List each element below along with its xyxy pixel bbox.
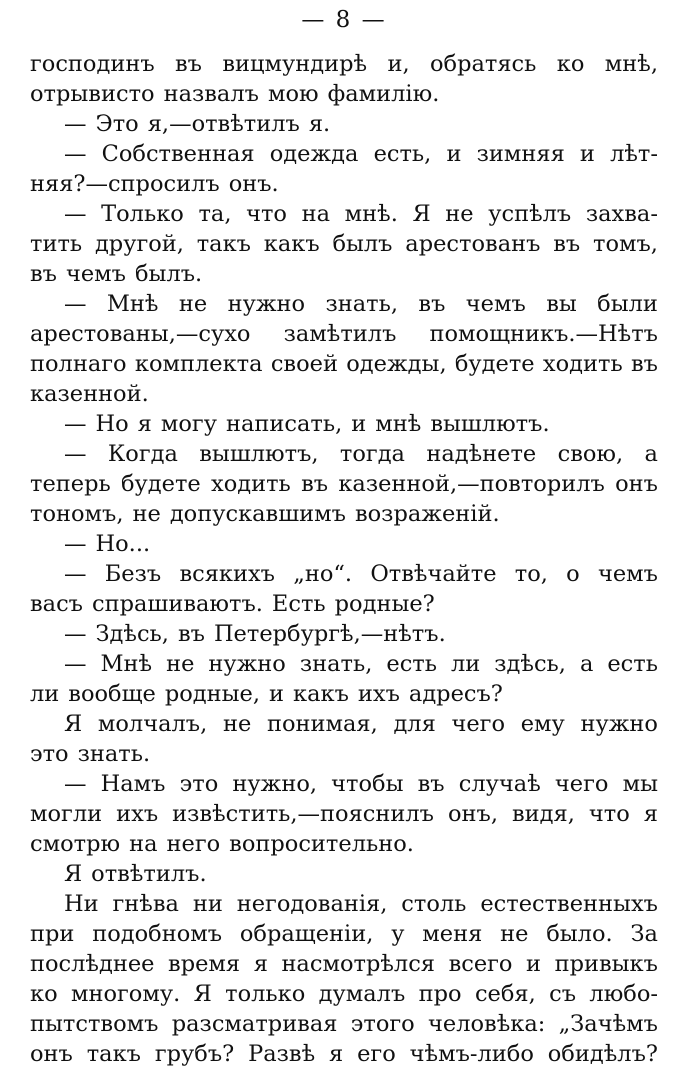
word: спрашиваютъ. bbox=[92, 591, 263, 617]
word: естественныхъ bbox=[480, 891, 658, 917]
word: чего bbox=[554, 771, 609, 797]
text-line bbox=[30, 919, 658, 949]
word: теперь bbox=[30, 471, 111, 497]
word: и bbox=[579, 141, 595, 167]
word: тить bbox=[30, 231, 83, 257]
word: я bbox=[253, 951, 268, 977]
word: и bbox=[351, 411, 367, 437]
word: возраженій. bbox=[354, 501, 500, 527]
word: вицмундирѣ bbox=[222, 51, 368, 77]
word: думалъ bbox=[318, 981, 406, 1007]
word: то, bbox=[514, 561, 548, 587]
word: былъ bbox=[332, 231, 393, 257]
word: обращеніи, bbox=[239, 921, 374, 947]
word: этого bbox=[350, 1011, 415, 1037]
word: столь bbox=[401, 891, 467, 917]
word: ко bbox=[556, 51, 585, 77]
word: одежда bbox=[269, 141, 359, 167]
word: всего bbox=[448, 951, 513, 977]
word: ни bbox=[192, 891, 223, 917]
word: — bbox=[64, 441, 87, 467]
word: есть, bbox=[373, 141, 432, 167]
text-line bbox=[30, 799, 658, 829]
word: Отвѣчайте bbox=[370, 561, 497, 587]
word: Я bbox=[412, 201, 431, 227]
word: нужно bbox=[227, 291, 306, 317]
word: въ bbox=[175, 51, 202, 77]
word: знать. bbox=[77, 741, 151, 767]
word: — bbox=[64, 531, 87, 557]
text-line bbox=[30, 859, 658, 889]
text-line bbox=[30, 679, 658, 709]
word: разсматривая bbox=[171, 1011, 338, 1037]
word: насмотрѣлся bbox=[281, 951, 436, 977]
word: знать, bbox=[325, 291, 399, 317]
word: та, bbox=[198, 201, 232, 227]
word: Я bbox=[64, 711, 83, 737]
word: пытствомъ bbox=[30, 1011, 159, 1037]
word: на bbox=[129, 831, 158, 857]
word: Когда bbox=[107, 441, 178, 467]
word: вы bbox=[546, 291, 577, 317]
word: время bbox=[168, 951, 241, 977]
word: Собственная bbox=[101, 141, 255, 167]
word: господинъ bbox=[30, 51, 155, 77]
word: такъ bbox=[196, 231, 251, 257]
text-line bbox=[30, 949, 658, 979]
word: чтобы bbox=[331, 771, 404, 797]
page-text bbox=[30, 49, 658, 1069]
word: на bbox=[301, 201, 331, 227]
word: будете bbox=[454, 351, 535, 377]
word: — bbox=[64, 291, 87, 317]
word: при bbox=[30, 921, 75, 947]
word: чемъ bbox=[597, 561, 658, 587]
word: Ни bbox=[64, 891, 99, 917]
word: мою bbox=[267, 81, 319, 107]
word: про bbox=[418, 981, 462, 1007]
word: мнѣ bbox=[375, 411, 422, 437]
word: въ bbox=[418, 291, 446, 317]
word: это bbox=[179, 771, 219, 797]
text-line bbox=[30, 739, 658, 769]
word: своей bbox=[270, 351, 338, 377]
word: — bbox=[64, 651, 87, 677]
word: ходить bbox=[542, 351, 623, 377]
text-line bbox=[30, 829, 658, 859]
word: Здѣсь, bbox=[95, 621, 169, 647]
word: есть bbox=[386, 651, 437, 677]
word: обратясь bbox=[429, 51, 537, 77]
word: надѣнете bbox=[426, 441, 537, 467]
word: него bbox=[166, 831, 221, 857]
word: Я bbox=[193, 981, 212, 1007]
word: въ bbox=[177, 621, 205, 647]
word: не bbox=[500, 921, 529, 947]
word: ли bbox=[30, 681, 60, 707]
word: въ bbox=[30, 261, 57, 287]
word: чемъ bbox=[65, 261, 126, 287]
word: въ bbox=[553, 231, 581, 257]
book-page bbox=[30, 0, 658, 1067]
word: За bbox=[630, 921, 658, 947]
word: всякихъ bbox=[179, 561, 275, 587]
text-line bbox=[30, 1009, 658, 1039]
word: Петербургѣ,—нѣтъ. bbox=[213, 621, 446, 647]
word: что bbox=[246, 201, 287, 227]
word: подобномъ bbox=[92, 921, 223, 947]
word: онъ bbox=[30, 1041, 73, 1067]
word: понимая, bbox=[266, 711, 378, 737]
word: не bbox=[222, 711, 252, 737]
word: въ bbox=[631, 351, 658, 377]
word: о bbox=[566, 561, 580, 587]
word: и bbox=[269, 681, 285, 707]
text-line bbox=[30, 979, 658, 1009]
text-line bbox=[30, 889, 658, 919]
word: нужно bbox=[580, 711, 658, 737]
word: могу bbox=[160, 411, 217, 437]
word: Я bbox=[64, 861, 83, 887]
word: только bbox=[225, 981, 306, 1007]
word: здѣсь, bbox=[494, 651, 566, 677]
word: не bbox=[445, 201, 474, 227]
text-line bbox=[30, 229, 658, 259]
word: чего bbox=[451, 711, 506, 737]
text-line bbox=[30, 79, 658, 109]
text-line bbox=[30, 289, 658, 319]
text-line bbox=[30, 409, 658, 439]
text-line bbox=[30, 469, 658, 499]
word: вопросительно. bbox=[229, 831, 414, 857]
word: и, bbox=[387, 51, 410, 77]
word: замѣтилъ bbox=[283, 321, 397, 347]
text-line bbox=[30, 769, 658, 799]
word: — bbox=[64, 141, 87, 167]
word: нужно bbox=[208, 651, 286, 677]
word: нужно, bbox=[232, 771, 318, 797]
word: ихъ bbox=[357, 681, 400, 707]
word: для bbox=[393, 711, 436, 737]
word: многому. bbox=[70, 981, 181, 1007]
word: васъ bbox=[30, 591, 83, 617]
word: были bbox=[597, 291, 658, 317]
word: адресъ? bbox=[408, 681, 503, 707]
page-number: — 8 — bbox=[301, 7, 387, 33]
word: Но bbox=[95, 411, 129, 437]
word: Безъ bbox=[104, 561, 162, 587]
word: вышлютъ. bbox=[430, 411, 550, 437]
word: не bbox=[178, 291, 208, 317]
word: Только bbox=[101, 201, 184, 227]
word: привыкъ bbox=[554, 951, 658, 977]
word: могли bbox=[30, 801, 103, 827]
word: я. bbox=[308, 111, 331, 137]
word: Но... bbox=[95, 531, 151, 557]
word: былъ. bbox=[135, 261, 203, 287]
word: — bbox=[64, 621, 87, 647]
word: ли bbox=[450, 651, 481, 677]
text-line bbox=[30, 319, 658, 349]
word: родные, bbox=[164, 681, 261, 707]
word: — bbox=[64, 111, 87, 137]
word: одежды, bbox=[346, 351, 447, 377]
word: не bbox=[166, 651, 195, 677]
word: отрывисто bbox=[30, 81, 155, 107]
word: себя, bbox=[474, 981, 536, 1007]
word: что bbox=[588, 801, 630, 827]
word: онъ. bbox=[228, 171, 279, 197]
word: негодованія, bbox=[236, 891, 388, 917]
word: извѣстить,—пояснилъ bbox=[172, 801, 434, 827]
word: такъ bbox=[86, 1041, 141, 1067]
word: молчалъ, bbox=[97, 711, 208, 737]
word: казенной. bbox=[30, 381, 149, 407]
word: въ bbox=[301, 471, 329, 497]
word: его bbox=[357, 1041, 396, 1067]
word: родные? bbox=[334, 591, 435, 617]
word: помощникъ.—Нѣтъ bbox=[429, 321, 658, 347]
word: смотрю bbox=[30, 831, 121, 857]
text-line bbox=[30, 169, 658, 199]
word: и bbox=[526, 951, 542, 977]
word: — bbox=[64, 771, 87, 797]
word: я,—отвѣтилъ bbox=[147, 111, 300, 137]
word: казенной,—повторилъ bbox=[338, 471, 605, 497]
word: знать, bbox=[299, 651, 373, 677]
word: мнѣ. bbox=[344, 201, 398, 227]
word: Есть bbox=[271, 591, 326, 617]
word: чѣмъ-либо bbox=[409, 1041, 534, 1067]
word: онъ, bbox=[448, 801, 499, 827]
word: а bbox=[644, 441, 658, 467]
word: арестованъ bbox=[405, 231, 541, 257]
word: арестованы,—сухо bbox=[30, 321, 251, 347]
text-line bbox=[30, 49, 658, 79]
word: меня bbox=[422, 921, 483, 947]
word: будете bbox=[121, 471, 201, 497]
word: допускавшимъ bbox=[169, 501, 346, 527]
word: я bbox=[137, 411, 152, 437]
word: а bbox=[579, 651, 594, 677]
word: ихъ bbox=[116, 801, 159, 827]
word: ему bbox=[520, 711, 565, 737]
word: свою, bbox=[557, 441, 624, 467]
word: мы bbox=[622, 771, 658, 797]
word: комплекта bbox=[134, 351, 263, 377]
word: назвалъ bbox=[163, 81, 259, 107]
word: Мнѣ bbox=[100, 651, 153, 677]
word: въ bbox=[417, 771, 445, 797]
word: няя?—спросилъ bbox=[30, 171, 220, 197]
text-line bbox=[30, 139, 658, 169]
word: полнаго bbox=[30, 351, 127, 377]
word: „но“. bbox=[293, 561, 353, 587]
word: не bbox=[132, 501, 161, 527]
word: чемъ bbox=[465, 291, 526, 317]
word: вообще bbox=[68, 681, 156, 707]
word: захва- bbox=[585, 201, 658, 227]
text-line bbox=[30, 649, 658, 679]
word: отвѣтилъ. bbox=[91, 861, 207, 887]
word: я bbox=[643, 801, 658, 827]
word: „Зачѣмъ bbox=[558, 1011, 658, 1037]
word: у bbox=[391, 921, 405, 947]
word: вышлютъ, bbox=[199, 441, 319, 467]
word: томъ, bbox=[593, 231, 658, 257]
word: случаѣ bbox=[458, 771, 541, 797]
text-line bbox=[30, 559, 658, 589]
word: и bbox=[446, 141, 462, 167]
word: я bbox=[329, 1041, 344, 1067]
word: Это bbox=[95, 111, 139, 137]
text-line bbox=[30, 379, 658, 409]
word: это bbox=[30, 741, 69, 767]
word: человѣка: bbox=[428, 1011, 546, 1037]
word: Намъ bbox=[100, 771, 166, 797]
text-line bbox=[30, 439, 658, 469]
word: тономъ, bbox=[30, 501, 124, 527]
word: грубъ? bbox=[154, 1041, 235, 1067]
word: гнѣва bbox=[112, 891, 179, 917]
text-line bbox=[30, 619, 658, 649]
word: любо- bbox=[589, 981, 658, 1007]
word: лѣт- bbox=[610, 141, 658, 167]
word: успѣлъ bbox=[488, 201, 572, 227]
text-line bbox=[30, 349, 658, 379]
word: Мнѣ bbox=[106, 291, 159, 317]
word: было. bbox=[546, 921, 613, 947]
text-line bbox=[30, 529, 658, 559]
word: есть bbox=[607, 651, 658, 677]
text-line bbox=[30, 199, 658, 229]
word: онъ bbox=[615, 471, 658, 497]
word: ходить bbox=[211, 471, 291, 497]
word: другой, bbox=[94, 231, 184, 257]
word: — bbox=[64, 411, 87, 437]
word: тогда bbox=[339, 441, 405, 467]
word: послѣднее bbox=[30, 951, 155, 977]
word: — bbox=[64, 201, 87, 227]
text-line bbox=[30, 709, 658, 739]
text-line bbox=[30, 109, 658, 139]
word: написать, bbox=[225, 411, 343, 437]
word: мнѣ, bbox=[604, 51, 658, 77]
word: видя, bbox=[512, 801, 575, 827]
word: Развѣ bbox=[248, 1041, 316, 1067]
word: какъ bbox=[293, 681, 349, 707]
word: какъ bbox=[263, 231, 320, 257]
word: фамилію. bbox=[327, 81, 440, 107]
word: — bbox=[64, 561, 87, 587]
word: зимняя bbox=[476, 141, 565, 167]
word: ко bbox=[30, 981, 58, 1007]
text-line bbox=[30, 589, 658, 619]
word: съ bbox=[549, 981, 577, 1007]
word: обидѣлъ? bbox=[547, 1041, 658, 1067]
text-line bbox=[30, 499, 658, 529]
text-line bbox=[30, 259, 658, 289]
